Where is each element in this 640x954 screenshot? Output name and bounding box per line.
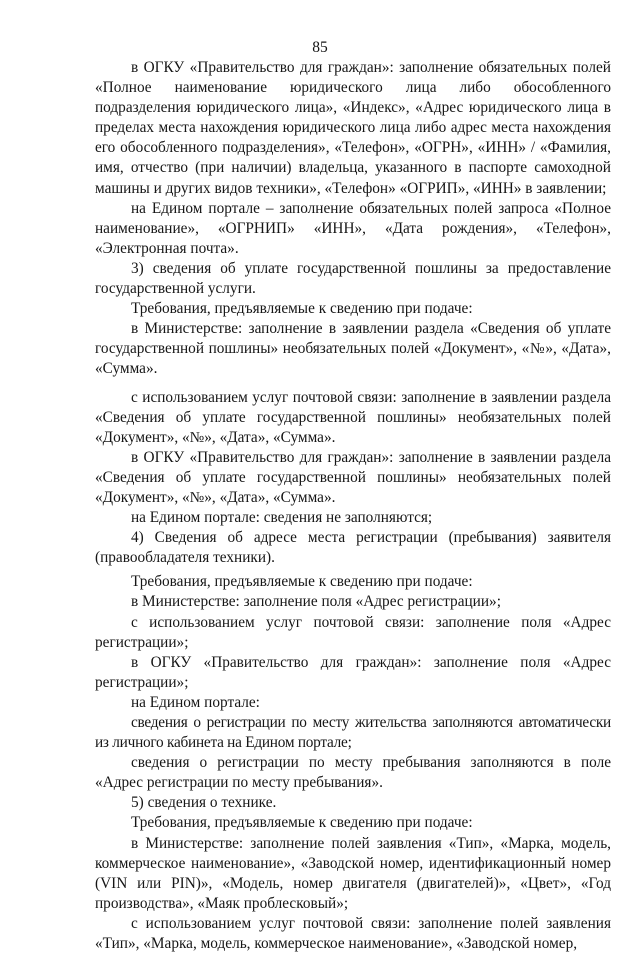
paragraph: Требования, предъявляемые к сведению при подаче: bbox=[131, 300, 473, 318]
paragraph: 5) сведения о технике. bbox=[131, 794, 277, 812]
paragraph: Требования, предъявляемые к сведению при подаче: bbox=[131, 814, 473, 832]
paragraph: в ОГКУ «Правительство для граждан»: заполнение поля «Адрес регистрации»; bbox=[95, 653, 611, 691]
paragraph: с использованием услуг почтовой связи: заполнение поля «Адрес регистрации»; bbox=[95, 613, 611, 651]
paragraph: на Едином портале: сведения не заполняются; bbox=[131, 509, 433, 527]
paragraph: с использованием услуг почтовой связи: заполнение полей заявления «Тип», «Марка, модель, коммерческое наименование», «Заводской номер, bbox=[95, 914, 611, 953]
paragraph: в Министерстве: заполнение поля «Адрес регистрации»; bbox=[131, 593, 501, 611]
paragraph: в ОГКУ «Правительство для граждан»: заполнение в заявлении раздела «Сведения об уплате государственной пошлины» необязательных полей «Документ», «№», «Дата», «Сумма». bbox=[95, 448, 611, 506]
paragraph: в ОГКУ «Правительство для граждан»: заполнение обязательных полей «Полное наименование юридического лица либо обособленного подразделения юридического лица», «Индекс», «Адрес юридического лица в пределах места нахождения юридического лица либо адрес места нахождения его обособленного подразделения», «Телефон», «ОГРН», «ИНН» / «Фамилия, имя, отчество (при наличии) владельца, указанного в паспорте самоходной машины и других видов техники», «Телефон» «ОГРИП», «ИНН» в заявлении; bbox=[95, 59, 611, 197]
paragraph: Требования, предъявляемые к сведению при подаче: bbox=[131, 573, 473, 591]
document-body bbox=[95, 58, 611, 954]
paragraph: сведения о регистрации по месту жительства заполняются автоматически из личного кабинета на Едином портале; bbox=[95, 714, 611, 752]
paragraph: с использованием услуг почтовой связи: заполнение в заявлении раздела «Сведения об уплате государственной пошлины» необязательных полей «Документ», «№», «Дата», «Сумма». bbox=[95, 388, 611, 446]
page-number: 85 bbox=[312, 39, 328, 56]
paragraph: в Министерстве: заполнение в заявлении раздела «Сведения об уплате государственной пошлины» необязательных полей «Документ», «№», «Дата», «Сумма». bbox=[95, 320, 611, 378]
paragraph: 4) Сведения об адресе места регистрации (пребывания) заявителя (правообладателя техники). bbox=[95, 529, 611, 567]
paragraph: 3) сведения об уплате государственной пошлины за предоставление государственной услуги. bbox=[95, 259, 611, 298]
paragraph: сведения о регистрации по месту пребывания заполняются в поле «Адрес регистрации по месту пребывания». bbox=[95, 754, 611, 792]
paragraph: на Едином портале – заполнение обязательных полей запроса «Полное наименование», «ОГРНИП» «ИНН», «Дата рождения», «Телефон», «Электронная почта». bbox=[95, 199, 611, 257]
paragraph: на Едином портале: bbox=[131, 693, 260, 711]
paragraph: в Министерстве: заполнение полей заявления «Тип», «Марка, модель, коммерческое наименование», «Заводской номер, идентификационный номер (VIN или PIN)», «Модель, номер двигателя (двигателей)», «Цвет», «Год производства», «Маяк проблесковый»; bbox=[95, 834, 611, 912]
